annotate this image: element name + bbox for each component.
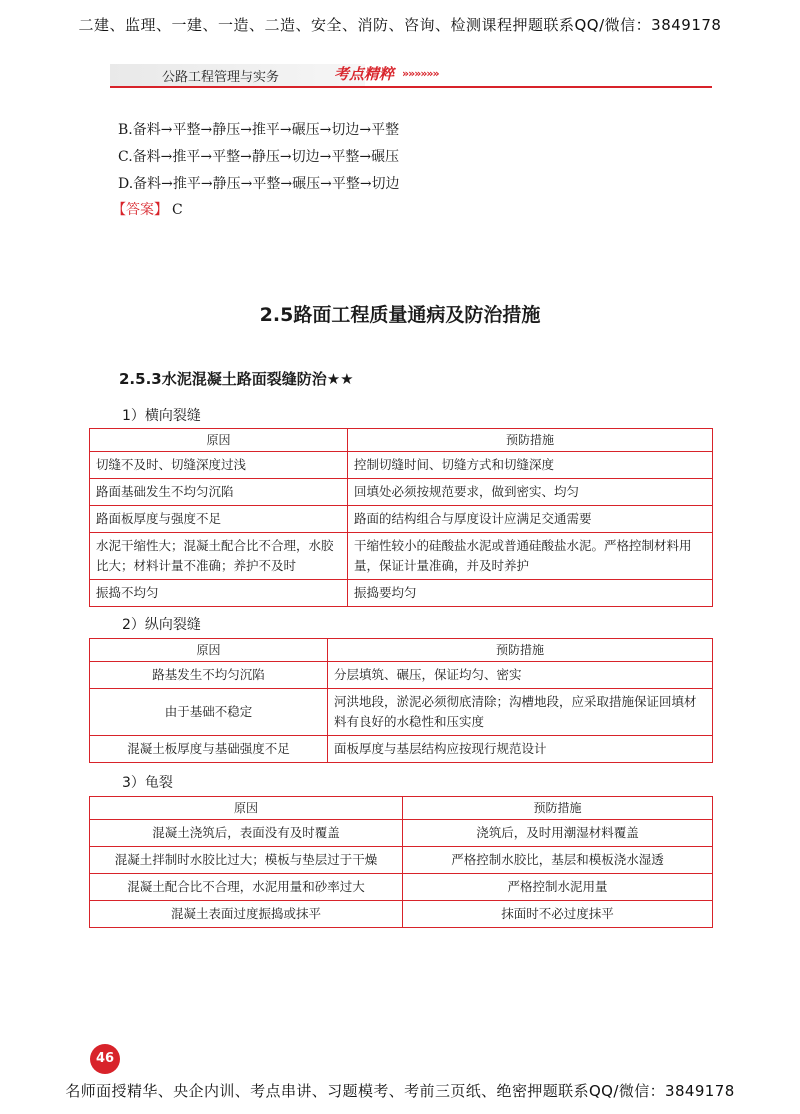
prevention-cell: 面板厚度与基层结构应按现行规范设计	[328, 736, 713, 763]
prevention-cell: 抹面时不必过度抹平	[403, 901, 713, 928]
header-prevention: 预防措施	[328, 639, 713, 662]
table-row	[90, 452, 713, 479]
cause-cell: 混凝土板厚度与基础强度不足	[90, 736, 328, 763]
table-row	[90, 820, 713, 847]
subsection-title: 2.5.3水泥混凝土路面裂缝防治★★	[119, 370, 354, 388]
table-row	[90, 901, 713, 928]
option-c: C.备料→推平→平整→静压→切边→平整→碾压	[118, 149, 400, 165]
table-row	[90, 506, 713, 533]
prevention-cell: 河洪地段，淤泥必须彻底清除；沟槽地段，应采取措施保证回填材料有良好的水稳性和压实度	[328, 689, 713, 736]
table-row	[90, 874, 713, 901]
table-2-caption: 2）纵向裂缝	[122, 617, 201, 633]
cause-cell: 由于基础不稳定	[90, 689, 328, 736]
prevention-cell: 回填处必须按规范要求，做到密实、均匀	[348, 479, 713, 506]
answer-label: 【答案】	[112, 202, 168, 218]
prevention-cell: 分层填筑、碾压，保证均匀、密实	[328, 662, 713, 689]
section-title: 2.5路面工程质量通病及防治措施	[259, 304, 541, 326]
table-1-caption: 1）横向裂缝	[122, 408, 201, 424]
cause-cell: 路基发生不均匀沉陷	[90, 662, 328, 689]
option-d: D.备料→推平→静压→平整→碾压→平整→切边	[118, 176, 400, 192]
answer-value: C	[172, 202, 183, 218]
table-row	[90, 479, 713, 506]
prevention-cell: 路面的结构组合与厚度设计应满足交通需要	[348, 506, 713, 533]
option-b: B.备料→平整→静压→推平→碾压→切边→平整	[118, 122, 400, 138]
map-crack-table	[89, 796, 713, 928]
book-title: 公路工程管理与实务	[162, 70, 280, 85]
header-prevention: 预防措施	[403, 797, 713, 820]
cause-cell: 路面基础发生不均匀沉陷	[90, 479, 348, 506]
top-banner: 二建、监理、一建、一造、二造、安全、消防、咨询、检测课程押题联系QQ/微信：3849178	[78, 16, 722, 34]
header-cause: 原因	[90, 797, 403, 820]
longitudinal-crack-table	[89, 638, 713, 763]
header-rule	[110, 86, 712, 88]
answer-line	[112, 199, 183, 219]
table-header-row	[90, 429, 713, 452]
cause-cell: 混凝土表面过度振捣或抹平	[90, 901, 403, 928]
cause-cell: 路面板厚度与强度不足	[90, 506, 348, 533]
header-cause: 原因	[90, 429, 348, 452]
answer-options	[118, 120, 400, 201]
header-prevention: 预防措施	[348, 429, 713, 452]
table-row	[90, 580, 713, 607]
prevention-cell: 浇筑后，及时用潮湿材料覆盖	[403, 820, 713, 847]
prevention-cell: 控制切缝时间、切缝方式和切缝深度	[348, 452, 713, 479]
table-3-caption: 3）龟裂	[122, 775, 173, 791]
table-row	[90, 689, 713, 736]
table-row	[90, 736, 713, 763]
table-header-row	[90, 797, 713, 820]
prevention-cell: 严格控制水胶比，基层和模板浇水湿透	[403, 847, 713, 874]
cause-cell: 水泥干缩性大；混凝土配合比不合理，水胶比大；材料计量不准确；养护不及时	[90, 533, 348, 580]
table-row	[90, 662, 713, 689]
cause-cell: 混凝土拌制时水胶比过大；模板与垫层过于干燥	[90, 847, 403, 874]
transverse-crack-table	[89, 428, 713, 607]
cause-cell: 振捣不均匀	[90, 580, 348, 607]
prevention-cell: 严格控制水泥用量	[403, 874, 713, 901]
chevron-arrows-icon: »»»»»»	[402, 67, 439, 80]
bottom-banner: 名师面授精华、央企内训、考点串讲、习题模考、考前三页纸、绝密押题联系QQ/微信：3849178	[65, 1082, 735, 1100]
running-header	[110, 60, 712, 88]
prevention-cell: 干缩性较小的硅酸盐水泥或普通硅酸盐水泥。严格控制材料用量，保证计量准确，并及时养护	[348, 533, 713, 580]
table-header-row	[90, 639, 713, 662]
table-row	[90, 847, 713, 874]
header-tag: 考点精粹	[334, 65, 395, 83]
cause-cell: 切缝不及时、切缝深度过浅	[90, 452, 348, 479]
page-number-badge: 46	[90, 1044, 120, 1074]
prevention-cell: 振捣要均匀	[348, 580, 713, 607]
cause-cell: 混凝土浇筑后，表面没有及时覆盖	[90, 820, 403, 847]
table-row	[90, 533, 713, 580]
header-cause: 原因	[90, 639, 328, 662]
cause-cell: 混凝土配合比不合理，水泥用量和砂率过大	[90, 874, 403, 901]
